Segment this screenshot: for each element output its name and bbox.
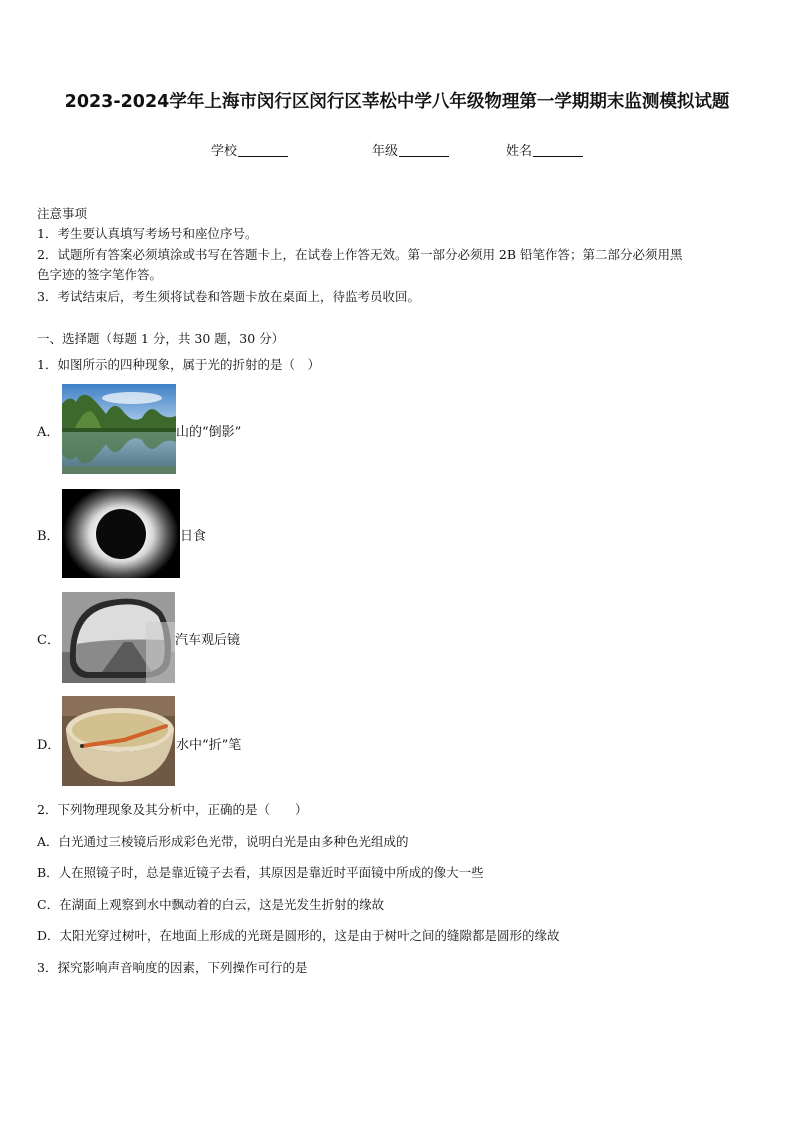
question-2-stem: 2．下列物理现象及其分析中，正确的是（ ） <box>37 802 308 817</box>
page-title: 2023-2024学年上海市闵行区闵行区莘松中学八年级物理第一学期期末监测模拟试题 <box>64 92 730 112</box>
note-item: 2．试题所有答案必须填涂或书写在答题卡上，在试卷上作答无效。第一部分必须用 2B 铅笔作答；第二部分必须用黑 <box>37 247 683 262</box>
q1-option-a-caption: 山的“倒影” <box>176 425 242 440</box>
question-3-stem: 3．探究影响声音响度的因素，下列操作可行的是 <box>37 960 308 975</box>
school-blank <box>238 143 288 157</box>
question-2-option-a: A．白光通过三棱镜后形成彩色光带，说明白光是由多种色光组成的 <box>37 834 409 849</box>
note-item: 3．考试结束后，考生须将试卷和答题卡放在桌面上，待监考员收回。 <box>37 289 420 304</box>
school-field <box>211 140 288 159</box>
mountain-reflection-image <box>62 384 176 474</box>
note-item: 1．考生要认真填写考场号和座位序号。 <box>37 226 258 241</box>
question-2-option-c: C．在湖面上观察到水中飘动着的白云，这是光发生折射的缘故 <box>37 897 385 912</box>
question-2-option-d: D．太阳光穿过树叶，在地面上形成的光斑是圆形的，这是由于树叶之间的缝隙都是圆形的缘故 <box>37 928 560 943</box>
name-blank <box>533 143 583 157</box>
car-mirror-image <box>62 592 175 683</box>
q1-option-c-letter: C． <box>37 633 60 648</box>
question-2-option-b: B．人在照镜子时，总是靠近镜子去看，其原因是靠近时平面镜中所成的像大一些 <box>37 865 484 880</box>
grade-blank <box>399 143 449 157</box>
note-item: 色字迹的签字笔作答。 <box>37 267 163 282</box>
name-label: 姓名 <box>506 144 533 159</box>
school-label: 学校 <box>211 144 238 159</box>
q1-option-b-caption: 日食 <box>180 529 207 544</box>
section-heading: 一、选择题（每题 1 分，共 30 题，30 分） <box>37 331 285 346</box>
q1-option-d-letter: D． <box>37 738 61 753</box>
question-1-stem: 1．如图所示的四种现象，属于光的折射的是（ ） <box>37 357 320 372</box>
grade-label: 年级 <box>372 144 399 159</box>
q1-option-b-letter: B． <box>37 529 60 544</box>
q1-option-d-caption: 水中“折”笔 <box>176 738 242 753</box>
grade-field <box>372 140 449 159</box>
q1-option-c-caption: 汽车观后镜 <box>175 633 241 648</box>
q1-option-a-letter: A． <box>37 425 60 440</box>
solar-eclipse-image <box>62 489 180 578</box>
name-field <box>506 140 583 159</box>
pencil-in-water-image <box>62 696 175 786</box>
notes-heading: 注意事项 <box>37 206 88 221</box>
